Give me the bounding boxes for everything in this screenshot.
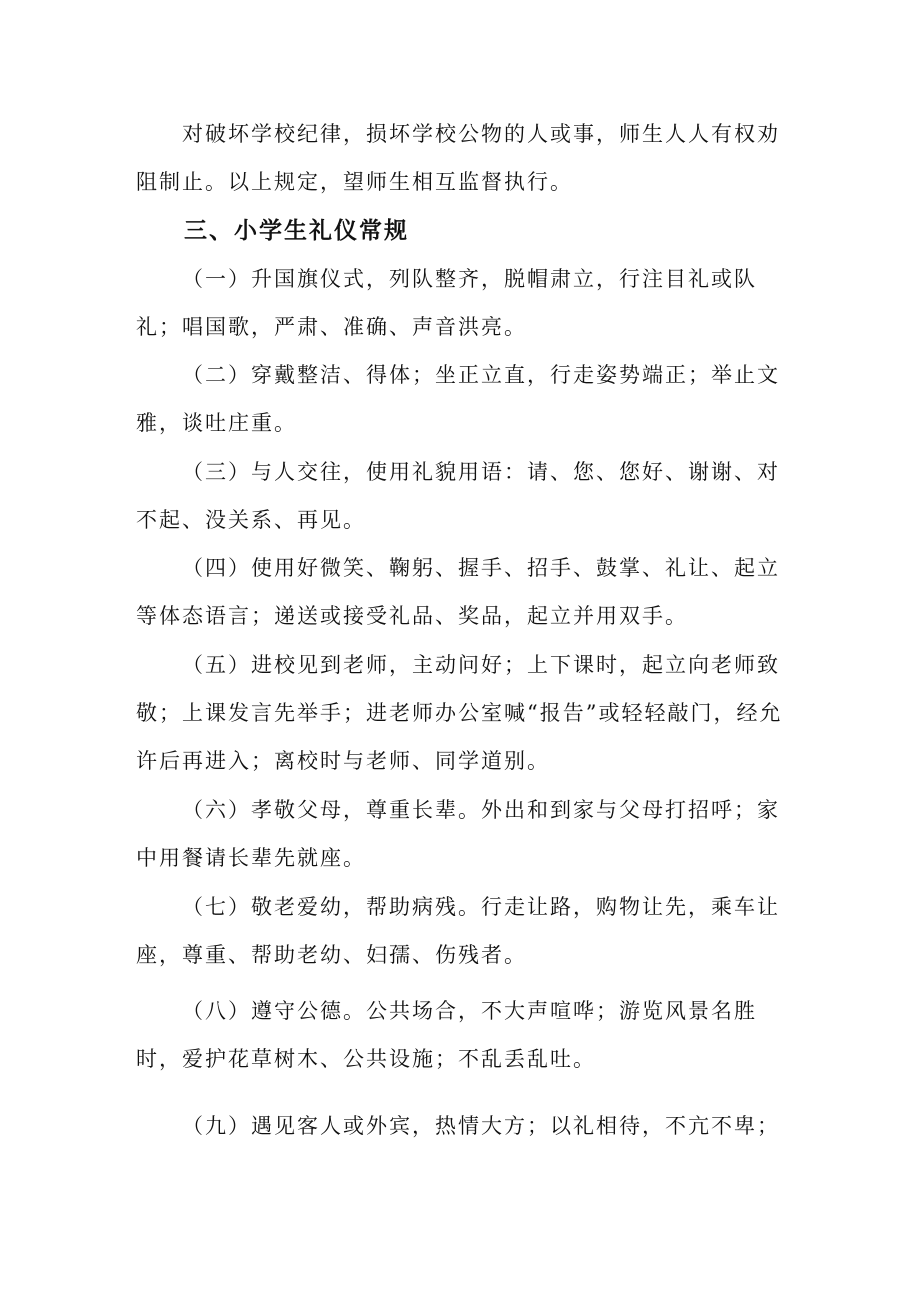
rule-item-8: （八）遵守公德。公共场合，不大声喧哗；游览风景名胜时，爱护花草树木、公共设施；不乱丢乱吐。	[136, 999, 757, 1071]
rule-item-4: （四）使用好微笑、鞠躬、握手、招手、鼓掌、礼让、起立等体态语言；递送或接受礼品、奖品，起立并用双手。	[136, 556, 780, 628]
rule-item-3: （三）与人交往，使用礼貌用语：请、您、您好、谢谢、对不起、没关系、再见。	[136, 460, 780, 532]
rule-item-1: （一）升国旗仪式，列队整齐，脱帽肃立，行注目礼或队礼；唱国歌，严肃、准确、声音洪亮。	[136, 267, 757, 339]
section-title: 三、小学生礼仪常规	[184, 218, 409, 244]
rule-item-7: （七）敬老爱幼，帮助病残。行走让路，购物让先，乘车让座，尊重、帮助老幼、妇孺、伤残者。	[136, 895, 780, 967]
intro-paragraph: 对破坏学校纪律，损坏学校公物的人或事，师生人人有权劝阻制止。以上规定，望师生相互监督执行。	[136, 122, 780, 194]
rule-item-5: （五）进校见到老师，主动问好；上下课时，起立向老师致敬；上课发言先举手；进老师办公室喊“报告”或轻轻敲门，经允许后再进入；离校时与老师、同学道别。	[136, 653, 783, 773]
rule-item-2: （二）穿戴整洁、得体；坐正立直，行走姿势端正；举止文雅，谈吐庄重。	[136, 363, 780, 435]
rule-item-9: （九）遇见客人或外宾，热情大方；以礼相待，不亢不卑；	[182, 1114, 780, 1138]
rule-item-6: （六）孝敬父母，尊重长辈。外出和到家与父母打招呼；家中用餐请长辈先就座。	[136, 798, 780, 870]
